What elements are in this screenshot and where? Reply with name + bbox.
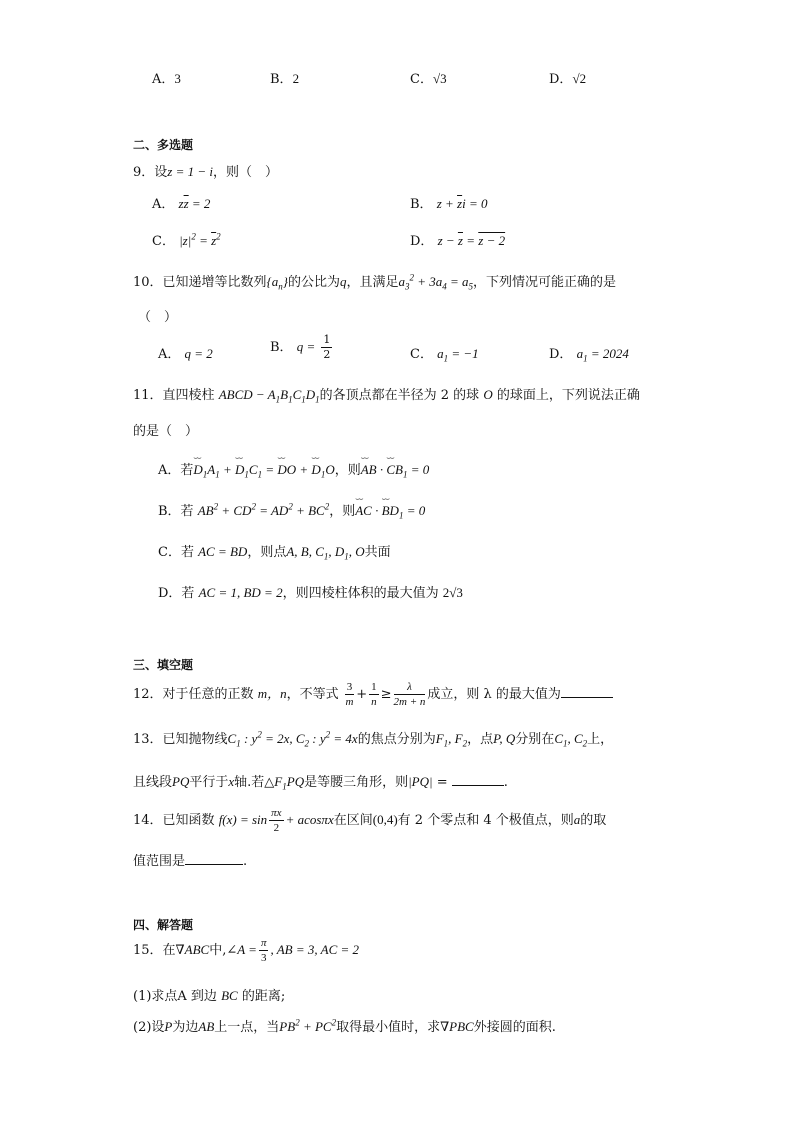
q10-stem-line2: （ ） bbox=[138, 310, 178, 325]
q11-option-d: D．若 AC = 1, BD = 2，则四棱柱体积的最大值为 2√3 bbox=[158, 585, 463, 601]
q15-part2: (2)设P为边AB上一点，当$PB^2 + PC^2$取得最小值时，求∇PBC外接圆的面积. bbox=[133, 1017, 556, 1035]
q8-option-d: D．√2 bbox=[549, 71, 587, 87]
section-heading-fill-blank: 三、填空题 bbox=[133, 658, 194, 672]
q14-stem: 14．已知函数 f(x) = sin $\frac{\pi x}{2}$ + acosπx在区间(0,4)有 2 个零点和 4 个极值点，则a的取 bbox=[133, 807, 607, 834]
q11-stem-line2: 的是（ ） bbox=[133, 424, 199, 439]
q11-option-b: B．若 $AB^2 + CD^2 = AD^2 + BC^2$，则⌣⌣ AC · ⌣⌣ $BD_1 = 0$ bbox=[158, 500, 425, 521]
q10-option-c: C． $a_1 = -1$ bbox=[410, 346, 479, 364]
q9-option-b: B． $z + \overline{z}i = 0$ bbox=[410, 196, 488, 212]
q8-option-a: A．3 bbox=[152, 71, 181, 87]
q11-option-a: A．若⌣⌣ $D_1A_1$ + ⌣⌣ $D_1C_1$ = ⌣⌣ DO + ⌣⌣ $D_1O$，则⌣⌣ AB · ⌣⌣ $CB_1 = 0$ bbox=[158, 459, 429, 480]
q10-option-d: D． $a_1 = 2024$ bbox=[549, 346, 629, 364]
q15-stem: 15．在∇ABC中,∠A = $\frac{\pi}{3}$ , AB = 3, AC = 2 bbox=[133, 937, 360, 964]
q9-option-c: C． $|z|^2 = \overline{z}^2$ bbox=[152, 231, 221, 249]
q10-option-b: B． q = $\frac{1}{2}$ bbox=[270, 333, 331, 361]
q10-option-a: A． q = 2 bbox=[158, 346, 213, 362]
section-heading-solution: 四、解答题 bbox=[133, 918, 194, 932]
q13-stem-line2: 且线段PQ平行于x轴.若$\triangle F_1PQ$是等腰三角形，则|PQ| = . bbox=[133, 774, 508, 792]
section-heading-multi-choice: 二、多选题 bbox=[133, 138, 194, 152]
q9-stem: 9．设z = 1 − i，则（ ） bbox=[133, 164, 279, 180]
q11-stem: 11．直四棱柱 ABCD − $A_1B_1C_1D_1$的各顶点都在半径为 2 的球 O 的球面上，下列说法正确 bbox=[133, 387, 640, 405]
q8-option-c: C．√3 bbox=[410, 71, 447, 87]
q12-stem: 12．对于任意的正数 m，n，不等式 $\frac{3}{m}$ + $\frac{1}{n}$ ≥ $\frac{\lambda}{2m + n}$ 成立，则 λ 的最大值为 bbox=[133, 680, 613, 709]
q13-stem: 13．已知抛物线$C_1$ : $y^2 = 2x$, $C_2$ : $y^2 = 4x$的焦点分别为$F_1$, $F_2$，点P, Q分别在$C_1$, $C_2$上， bbox=[133, 729, 614, 749]
q11-option-c: C．若 AC = BD，则点A, B, $C_1$, $D_1$, O共面 bbox=[158, 544, 391, 562]
q14-stem-line2: 值范围是 . bbox=[133, 854, 248, 869]
q9-option-d: D． $z - \overline{z} = z - 2$ bbox=[410, 233, 506, 249]
q9-option-a: A． $z\overline{z} = 2$ bbox=[152, 196, 211, 212]
q8-option-b: B．2 bbox=[270, 71, 300, 87]
q10-stem: 10．已知递增等比数列$\{a_n\}$的公比为q，且满足$a_3^2 + 3a_4 = a_5$，下列情况可能正确的是 bbox=[133, 272, 617, 292]
q15-part1: (1)求点A 到边 BC 的距离; bbox=[133, 988, 286, 1004]
